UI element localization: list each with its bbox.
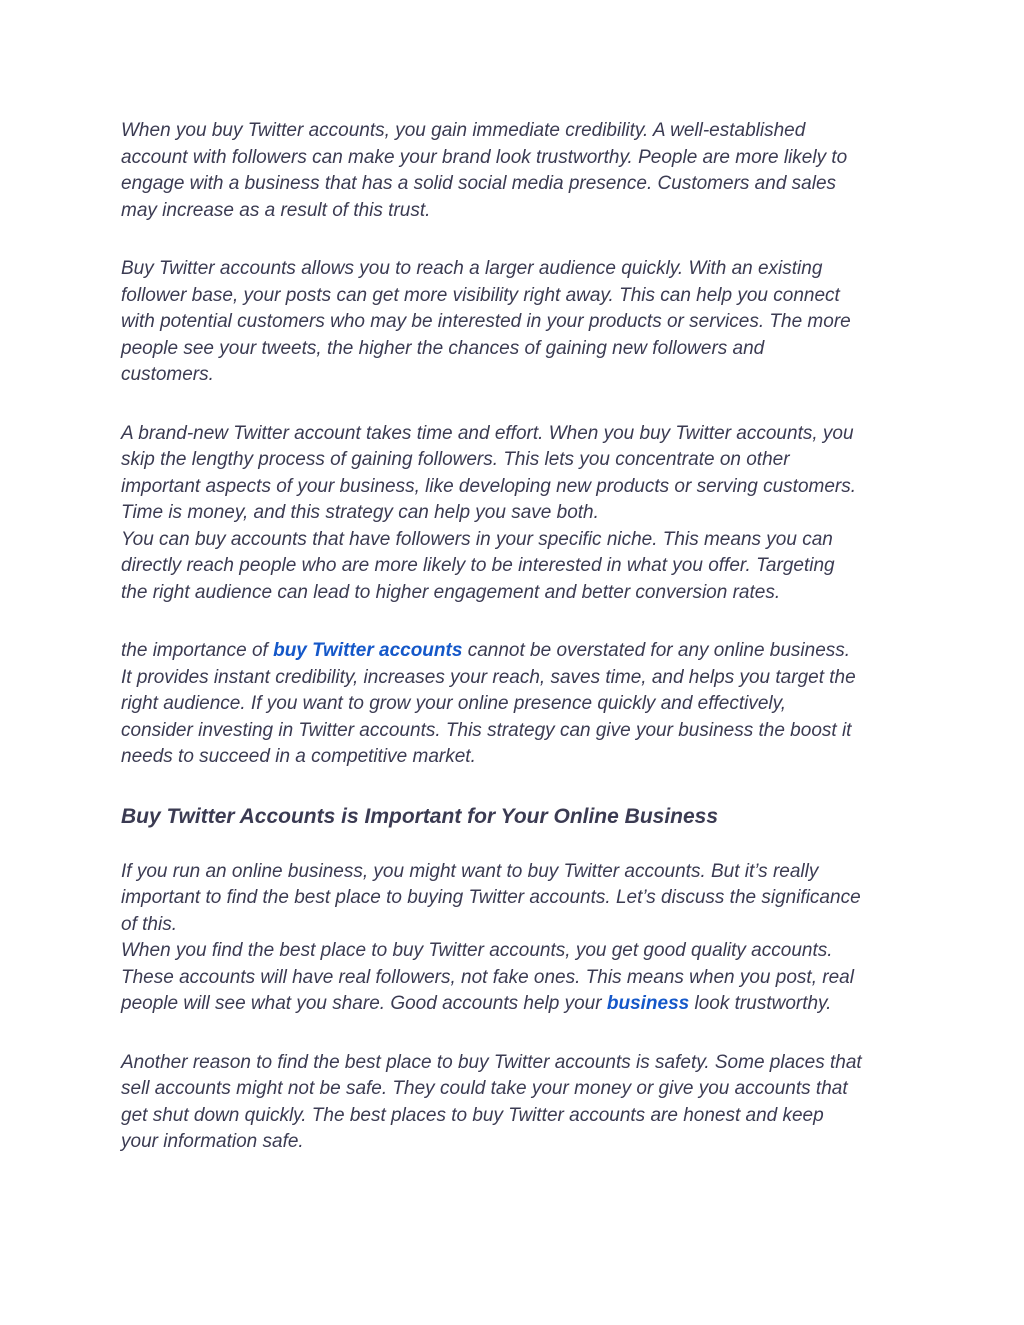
business-link[interactable]: business (606, 993, 690, 1014)
paragraph-best-place (121, 859, 921, 1018)
text-line: Another reason to find the best place to buy Twitter accounts is safety. Some places that (121, 1051, 862, 1073)
text-line: Time is money, and this strategy can help you save both. (121, 502, 599, 523)
text-line: customers. (121, 364, 214, 385)
text-line (121, 991, 921, 1018)
document-page (121, 118, 921, 1188)
text-line (121, 638, 921, 665)
text-line: You can buy accounts that have followers in your specific niche. This means you can (121, 528, 833, 550)
text-line: important aspects of your business, like developing new products or serving customers. (121, 475, 857, 497)
section-heading: Buy Twitter Accounts is Important for Your Online Business (121, 804, 719, 828)
text-line: people see your tweets, the higher the chances of gaining new followers and (121, 337, 765, 359)
text-line: If you run an online business, you might want to buy Twitter accounts. But it’s really (121, 860, 819, 882)
text-line: account with followers can make your brand look trustworthy. People are more likely to (121, 146, 848, 168)
text-segment: the importance of (121, 640, 274, 661)
text-line: needs to succeed in a competitive market. (121, 746, 476, 767)
text-segment: people will see what you share. Good accounts help your (121, 993, 607, 1014)
paragraph-importance (121, 638, 921, 771)
text-segment: look trustworthy. (689, 993, 832, 1014)
paragraph-time-savings (121, 421, 921, 607)
text-line: with potential customers who may be interested in your products or services. The more (121, 311, 851, 332)
text-line: of this. (121, 913, 177, 935)
text-line: engage with a business that has a solid social media presence. Customers and sales (121, 173, 837, 194)
text-line: When you find the best place to buy Twitter accounts, you get good quality accounts. (121, 940, 833, 961)
text-line: the right audience can lead to higher engagement and better conversion rates. (121, 581, 781, 603)
text-line: may increase as a result of this trust. (121, 199, 431, 221)
text-line: follower base, your posts can get more visibility right away. This can help you connect (121, 284, 840, 306)
text-line: It provides instant credibility, increases your reach, saves time, and helps you target the (121, 666, 856, 688)
buy-twitter-accounts-link[interactable]: buy Twitter accounts (273, 640, 463, 661)
text-segment: cannot be overstated for any online business. (462, 640, 851, 661)
text-line: A brand-new Twitter account takes time and effort. When you buy Twitter accounts, you (121, 422, 854, 444)
text-line: important to find the best place to buying Twitter accounts. Let’s discuss the significance (121, 887, 861, 908)
paragraph-safety (121, 1050, 921, 1156)
text-line: get shut down quickly. The best places to buy Twitter accounts are honest and keep (121, 1104, 824, 1126)
text-line: your information safe. (121, 1131, 304, 1152)
text-line: sell accounts might not be safe. They could take your money or give you accounts that (121, 1078, 848, 1099)
paragraph-audience (121, 256, 921, 389)
paragraph-credibility (121, 118, 921, 224)
text-line: Buy Twitter accounts allows you to reach a larger audience quickly. With an existing (121, 258, 823, 279)
text-line: These accounts will have real followers, not fake ones. This means when you post, real (121, 966, 854, 988)
text-line: When you buy Twitter accounts, you gain immediate credibility. A well-established (121, 120, 806, 141)
text-line: directly reach people who are more likely to be interested in what you offer. Targeting (121, 555, 835, 576)
text-line: consider investing in Twitter accounts. This strategy can give your business the boost it (121, 719, 852, 741)
text-line: right audience. If you want to grow your online presence quickly and effectively, (121, 693, 787, 714)
text-line: skip the lengthy process of gaining followers. This lets you concentrate on other (121, 449, 790, 470)
